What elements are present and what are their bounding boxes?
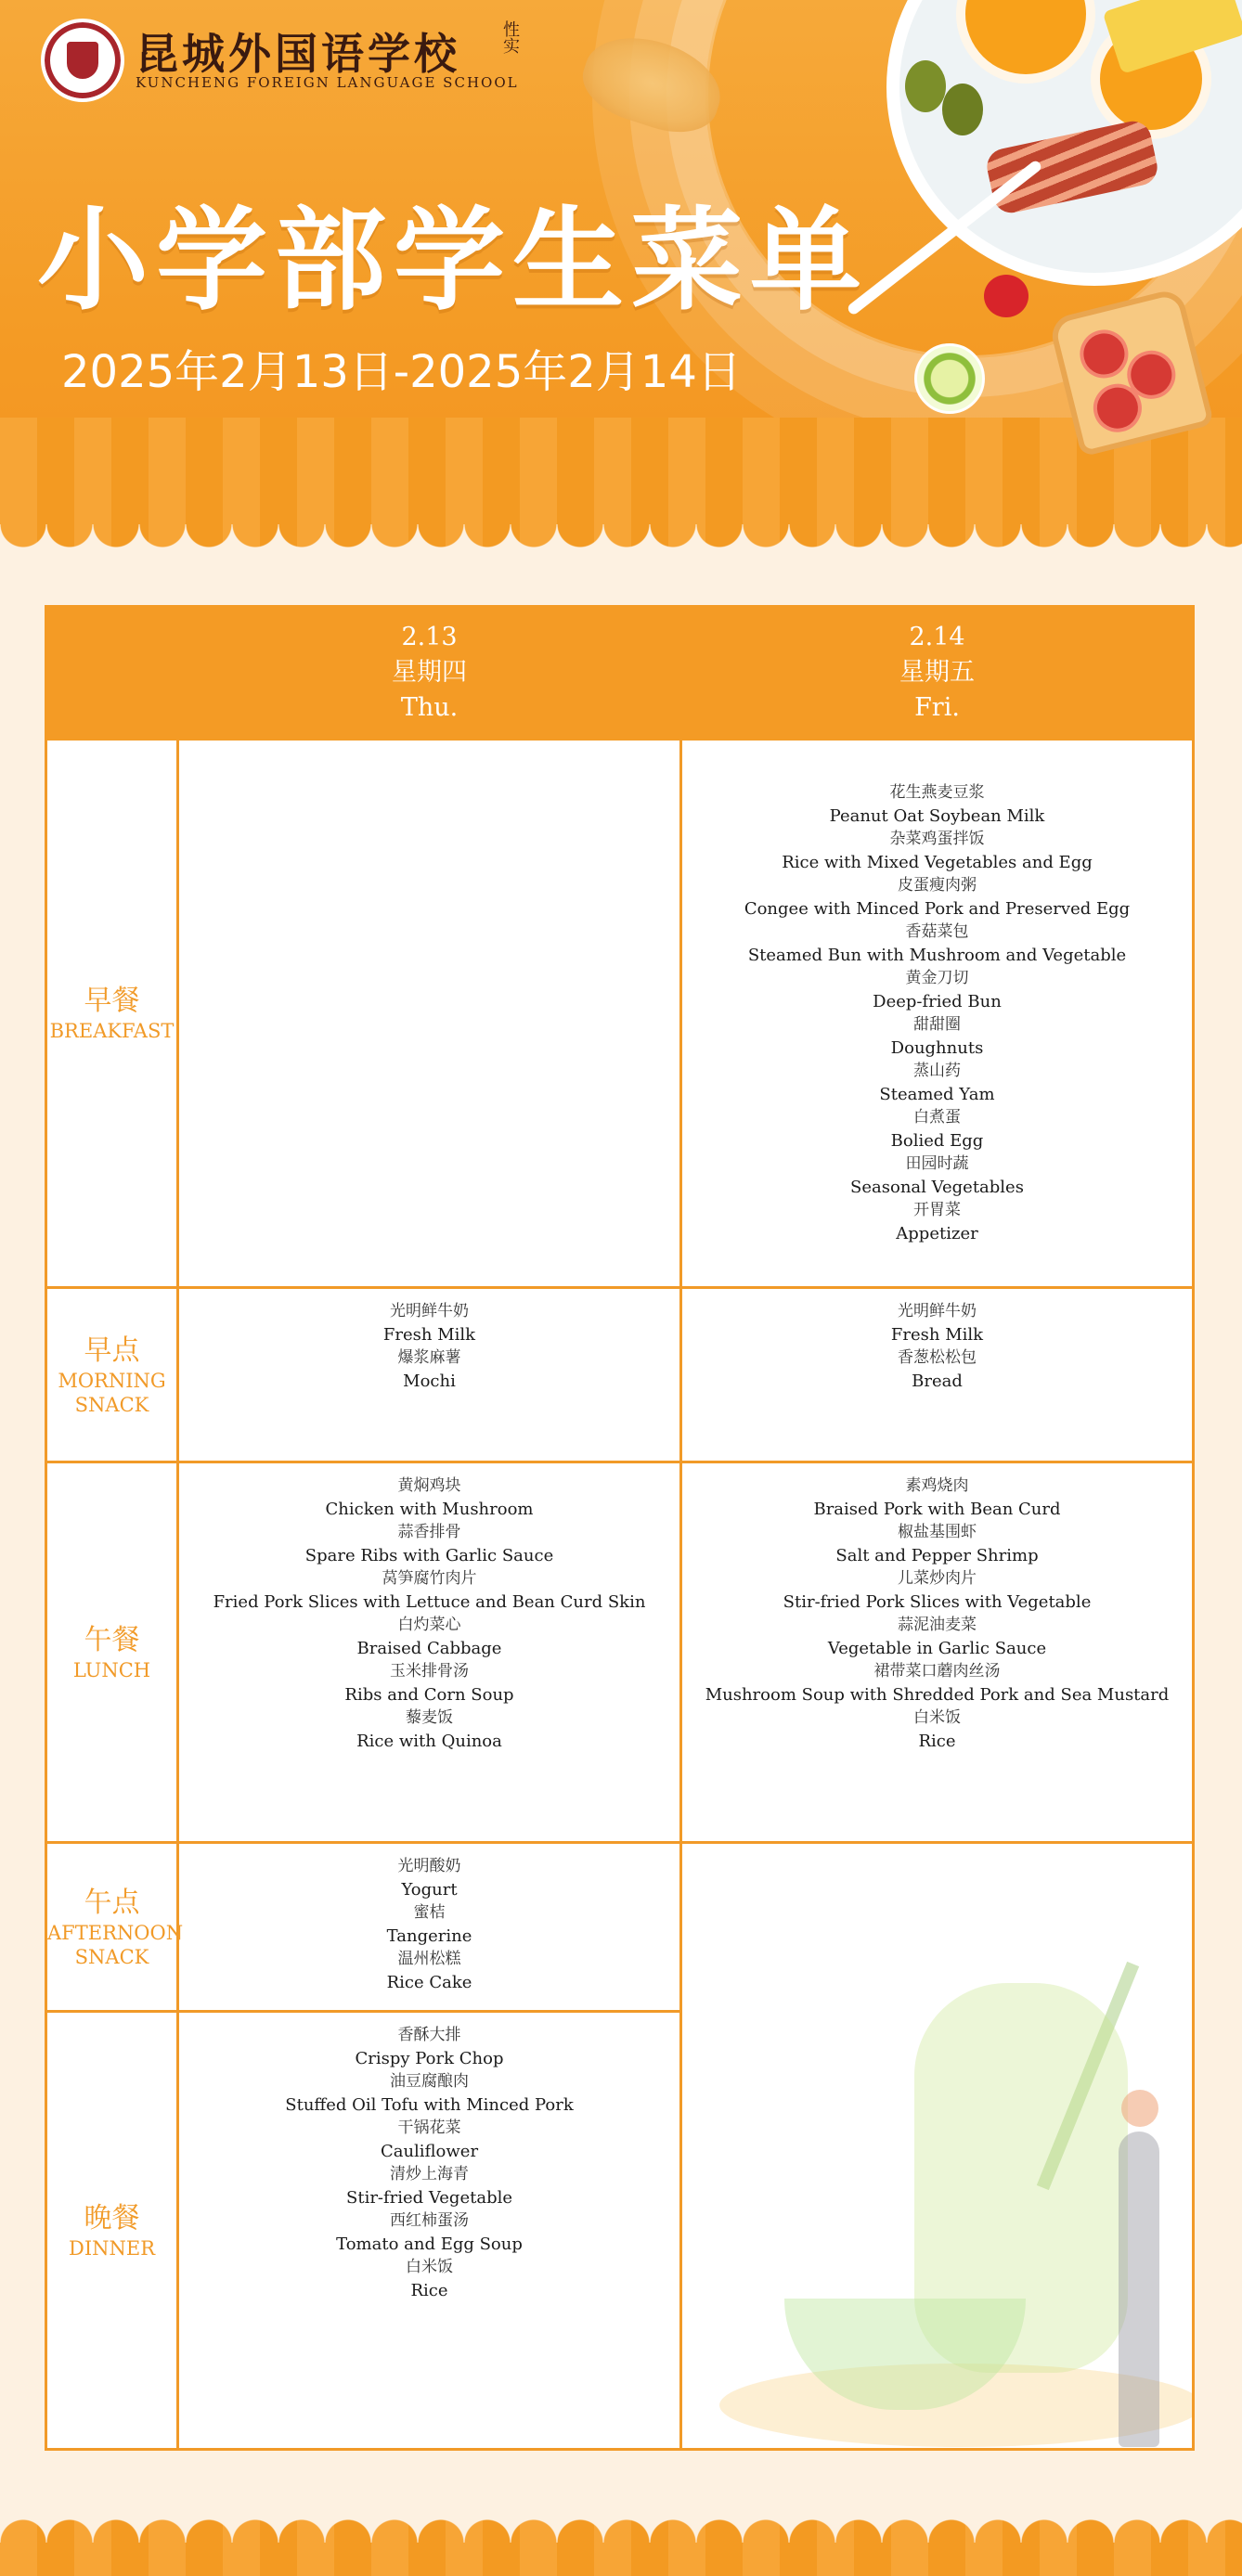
dish-name-cn: 光明鲜牛奶 [390,1302,469,1320]
table-header-row [46,607,1194,740]
menu-cell-breakfast-fri [681,740,1194,1288]
dish-name-en: Rice [410,2281,448,2300]
meal-label-en: MORNING SNACK [58,1369,166,1416]
meal-label-morning-snack [46,1288,178,1462]
day-date: 2.14 [909,623,965,651]
page-header [0,0,1242,557]
dish-name-en: Deep-fried Bun [873,992,1002,1011]
dish-name-cn: 蜜桔 [413,1903,446,1922]
meal-label-cn: 晚餐 [84,2201,140,2235]
dish-name-en: Fresh Milk [382,1325,476,1345]
dish-name-cn: 田园时蔬 [905,1154,969,1173]
dish-name-en: Mushroom Soup with Shredded Pork and Sea Mustard [705,1685,1170,1705]
decorative-blank-cell [681,1843,1194,2450]
dish-name-cn: 西红柿蛋汤 [390,2211,469,2230]
day-weekday-cn: 星期五 [899,658,975,687]
dish-name-cn: 黄焖鸡块 [397,1476,461,1495]
dish-name-cn: 油豆腐酿肉 [390,2072,469,2091]
table-row-afternoon-snack [46,1843,1194,2012]
dish-name-cn: 温州松糕 [397,1950,461,1968]
dish-name-cn: 花生燕麦豆浆 [889,783,985,802]
dish-name-en: Bolied Egg [890,1131,984,1151]
meal-label-cn: 午餐 [84,1623,140,1656]
dish-name-cn: 皮蛋瘦肉粥 [898,876,977,895]
drink-illustration [682,1844,1192,2448]
meal-label-lunch [46,1462,178,1843]
menu-cell-lunch-thu [178,1462,681,1843]
dish-name-en: Stuffed Oil Tofu with Minced Pork [285,2095,574,2115]
dish-name-cn: 蒜香排骨 [397,1523,461,1541]
school-name-en: KUNCHENG FOREIGN LANGUAGE SCHOOL [136,74,519,91]
dish-name-en: Rice with Quinoa [356,1732,502,1751]
dish-name-cn: 香菇菜包 [905,922,969,941]
dish-name-en: Salt and Pepper Shrimp [835,1546,1039,1565]
dish-name-cn: 白米饭 [406,2258,453,2276]
dish-name-cn: 甜甜圈 [913,1015,961,1034]
dish-name-cn: 蒜泥油麦菜 [898,1616,977,1634]
dish-name-en: Chicken with Mushroom [325,1500,534,1519]
meal-label-en: BREAKFAST [49,1020,175,1042]
dish-name-en: Steamed Yam [879,1085,995,1104]
meal-label-cn: 早餐 [84,985,140,1017]
header-corner [46,607,178,740]
lime-illustration [914,343,985,414]
day-header-thu [178,607,681,740]
dish-name-cn: 素鸡烧肉 [905,1476,969,1495]
table-row-morning-snack [46,1288,1194,1462]
day-header-fri [681,607,1194,740]
menu-cell-dinner-thu [178,2012,681,2450]
dish-name-cn: 香葱松松包 [898,1348,977,1367]
dish-name-en: Cauliflower [380,2142,479,2161]
meal-label-cn: 早点 [84,1333,140,1367]
dish-name-cn: 裙带菜口蘑肉丝汤 [873,1662,1001,1681]
dish-name-cn: 黄金刀切 [905,969,969,987]
dish-name-cn: 光明酸奶 [397,1857,461,1875]
dish-name-cn: 杂菜鸡蛋拌饭 [889,830,985,848]
dish-name-en: Seasonal Vegetables [850,1178,1024,1197]
meal-label-en: DINNER [68,2236,156,2260]
meal-label-cn: 午点 [84,1886,140,1919]
dish-name-en: Bread [912,1372,963,1391]
dish-name-en: Congee with Minced Pork and Preserved Egg [744,899,1131,919]
dish-name-en: Fresh Milk [890,1325,984,1345]
dish-name-cn: 干锅花菜 [397,2119,461,2137]
day-weekday-en: Fri. [914,693,960,722]
dish-name-en: Tomato and Egg Soup [336,2235,523,2254]
dish-name-en: Mochi [403,1372,456,1391]
dish-name-cn: 玉米排骨汤 [390,1662,469,1681]
day-weekday-cn: 星期四 [392,658,467,687]
meal-label-breakfast [46,740,178,1288]
dish-name-en: Yogurt [401,1880,458,1900]
table-row-breakfast [46,740,1194,1288]
olive-illustration [905,60,946,112]
dish-name-cn: 蒸山药 [913,1062,961,1080]
dish-name-en: Vegetable in Garlic Sauce [827,1639,1047,1658]
school-name-cn: 昆城外国语学校 [136,29,460,79]
school-logo [41,19,124,102]
page-title: 小学部学生菜单 [37,197,869,326]
dish-name-en: Braised Cabbage [356,1639,502,1658]
dish-name-en: Rice [918,1732,956,1751]
dish-name-cn: 儿菜炒肉片 [898,1569,977,1588]
meal-label-en: LUNCH [72,1658,151,1681]
tomato-illustration [984,275,1029,317]
meal-label-afternoon-snack [46,1843,184,2012]
date-range: 2025年2月13日-2025年2月14日 [61,346,742,398]
dish-name-en: Stir-fried Vegetable [346,2188,512,2208]
day-weekday-en: Thu. [400,693,459,722]
dish-name-en: Crispy Pork Chop [355,2049,504,2068]
dish-name-en: Rice with Mixed Vegetables and Egg [782,853,1093,872]
meal-label-dinner [46,2012,178,2450]
dish-name-en: Rice Cake [386,1973,472,1992]
dish-name-en: Appetizer [896,1224,978,1243]
day-date: 2.13 [401,623,458,651]
dish-name-en: Stir-fried Pork Slices with Vegetable [783,1592,1092,1612]
dish-name-cn: 开胃菜 [913,1201,961,1219]
dish-name-en: Ribs and Corn Soup [344,1685,514,1705]
dish-name-en: Spare Ribs with Garlic Sauce [304,1546,554,1565]
menu-cell-lunch-fri [681,1462,1194,1843]
dish-name-cn: 香酥大排 [397,2026,461,2044]
dish-name-cn: 椒盐基围虾 [898,1523,977,1541]
menu-cell-morning-snack-fri [681,1288,1194,1462]
dish-name-en: Doughnuts [890,1038,984,1058]
school-seal: 性实 [500,20,520,54]
menu-cell-afternoon-snack-thu [178,1843,681,2012]
table-row-lunch [46,1462,1194,1843]
dish-name-cn: 白煮蛋 [913,1108,961,1127]
dish-name-en: Peanut Oat Soybean Milk [829,806,1045,826]
dish-name-cn: 爆浆麻薯 [397,1348,461,1367]
menu-cell-breakfast-thu [178,740,681,1288]
dish-name-cn: 藜麦饭 [406,1708,453,1727]
dish-name-cn: 清炒上海青 [390,2165,469,2183]
menu-table [45,605,1195,2451]
dish-name-cn: 白灼菜心 [397,1616,461,1634]
meal-label-en: AFTERNOON SNACK [47,1921,184,1968]
olive-illustration [942,84,983,135]
footer-scallop-edge [0,2496,1242,2543]
menu-cell-morning-snack-thu [178,1288,681,1462]
dish-name-en: Tangerine [386,1926,472,1946]
dish-name-en: Fried Pork Slices with Lettuce and Bean Curd Skin [213,1592,646,1612]
dish-name-cn: 光明鲜牛奶 [898,1302,977,1320]
dish-name-en: Braised Pork with Bean Curd [813,1500,1061,1519]
header-scallop-edge [0,524,1242,571]
dish-name-cn: 白米饭 [913,1708,961,1727]
dish-name-en: Steamed Bun with Mushroom and Vegetable [747,946,1127,965]
dish-name-cn: 莴笋腐竹肉片 [382,1569,477,1588]
